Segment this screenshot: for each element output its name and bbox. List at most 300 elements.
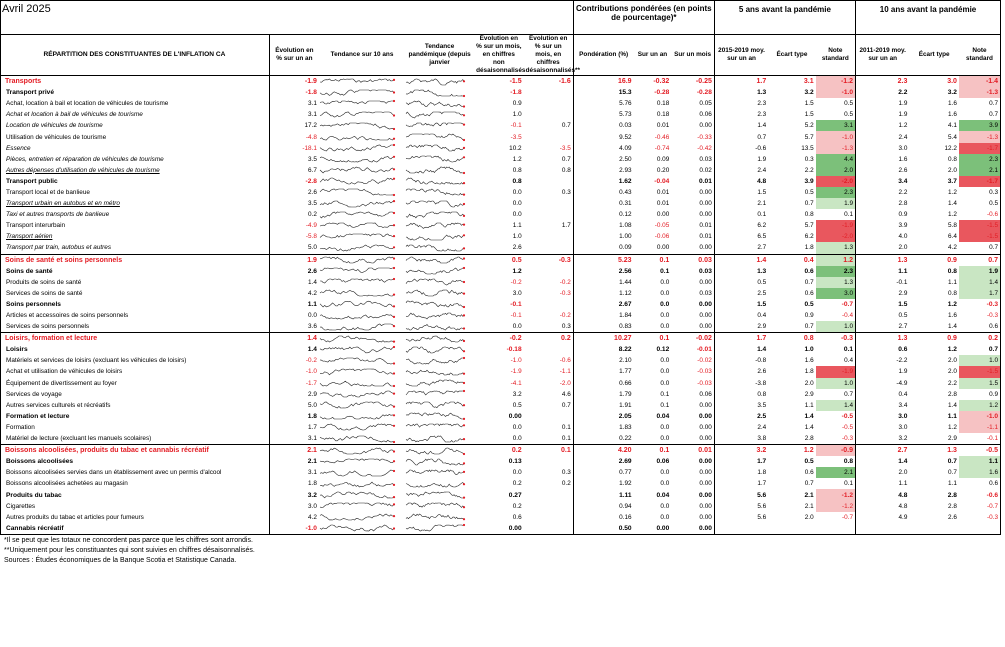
value-cm: 0.00 — [699, 278, 712, 286]
table-row — [0, 120, 1000, 131]
value-a10: 2.7 — [856, 321, 910, 333]
value-a10: -0.1 — [856, 277, 910, 288]
component-name: Soins de santé — [6, 267, 53, 275]
subcategory-row — [0, 456, 1000, 467]
value-z10: -1.3 — [959, 131, 1000, 142]
value-nsa: 0.0 — [512, 188, 522, 196]
component-name: Boissons alcoolisées — [6, 458, 74, 466]
value-s5: 0.8 — [768, 333, 815, 345]
value-w: 2.05 — [573, 411, 633, 422]
table-row — [0, 288, 1000, 299]
value-s10: 5.8 — [948, 222, 957, 230]
value-a10: 3.0 — [856, 422, 910, 433]
value-a10: 1.1 — [856, 266, 910, 277]
value-w: 4.09 — [573, 143, 633, 154]
value-s5: 1.8 — [804, 368, 814, 376]
value-cy: 0.0 — [660, 469, 670, 477]
value-a10: 2.6 — [856, 165, 910, 176]
trend-10y-sparkline — [319, 231, 405, 242]
value-a5: 1.4 — [714, 120, 768, 131]
value-z5: 2.1 — [816, 467, 856, 478]
value-w: 1.12 — [573, 288, 633, 299]
value-s10: 2.2 — [948, 379, 957, 387]
value-s10: 1.2 — [948, 188, 957, 196]
value-nsa: 0.8 — [512, 166, 522, 174]
trend-pandemic-sparkline — [405, 120, 474, 131]
trend-10y-sparkline — [319, 165, 405, 176]
value-s5: 0.3 — [804, 155, 814, 163]
value-z10: 1.9 — [959, 266, 1000, 277]
value-cy: 0.00 — [656, 244, 670, 252]
value-cy: 0.0 — [660, 423, 670, 431]
value-cy: 0.0 — [660, 323, 670, 331]
trend-pandemic-sparkline — [405, 231, 474, 242]
value-yoy: 17.2 — [269, 120, 319, 131]
pre5-group-header: 5 ans avant la pandémie — [714, 0, 855, 35]
value-s5: 0.4 — [768, 254, 815, 266]
col-header-avg5: 2015-2019 moy. sur un an — [714, 35, 768, 76]
value-s10: 1.1 — [948, 480, 957, 488]
component-name: Transport public — [6, 177, 58, 185]
value-nsa: -1.0 — [510, 357, 522, 365]
value-a5: 2.7 — [714, 242, 768, 254]
value-s5: 1.5 — [804, 100, 814, 108]
value-nsa: 0.13 — [508, 458, 522, 466]
value-s10: 3.7 — [947, 177, 957, 185]
value-z5: -1.3 — [816, 143, 856, 154]
value-s10: 0.9 — [909, 254, 959, 266]
table-row — [0, 187, 1000, 198]
value-yoy: 3.6 — [269, 321, 319, 333]
value-yoy: 3.1 — [269, 433, 319, 445]
value-s10: 1.1 — [947, 412, 957, 420]
value-s5: 1.8 — [804, 244, 814, 252]
table-row — [0, 198, 1000, 209]
value-yoy: 1.7 — [269, 422, 319, 433]
col-header-z5: Note standard — [816, 35, 856, 76]
value-cy: 0.0 — [660, 435, 670, 443]
table-row — [0, 131, 1000, 142]
value-s10: 0.7 — [948, 469, 957, 477]
trend-10y-sparkline — [319, 143, 405, 154]
value-s10: 2.8 — [948, 390, 957, 398]
value-s5: 0.7 — [804, 278, 814, 286]
trend-10y-sparkline — [319, 187, 405, 198]
value-z10: 0.3 — [989, 188, 998, 196]
value-s5: 2.0 — [804, 513, 814, 521]
value-nsa: -3.5 — [510, 133, 522, 141]
component-name: Transport urbain en autobus et en métro — [6, 200, 120, 208]
value-s10: 1.2 — [948, 423, 957, 431]
trend-10y-sparkline — [319, 154, 405, 165]
value-a5: 0.7 — [714, 131, 768, 142]
component-name: Transport privé — [6, 89, 55, 97]
value-a5: 2.3 — [714, 109, 768, 120]
table-row — [0, 310, 1000, 321]
value-nsa: 3.2 — [512, 390, 522, 398]
component-name: Boissons alcoolisées, produits du tabac et cannabis récréatif — [0, 445, 269, 457]
table-row — [0, 378, 1000, 389]
value-z10: 1.0 — [959, 355, 1000, 366]
value-yoy: -4.8 — [269, 131, 319, 142]
value-z10: -1.1 — [959, 422, 1000, 433]
table-row — [0, 165, 1000, 176]
value-sa — [524, 411, 574, 422]
value-w: 1.44 — [573, 277, 633, 288]
trend-pandemic-sparkline — [405, 501, 474, 512]
value-w: 1.00 — [573, 231, 633, 242]
value-a5: 0.4 — [714, 310, 768, 321]
value-z5: 1.2 — [816, 254, 856, 266]
value-nsa: 1.0 — [512, 111, 522, 119]
pre10-group-header: 10 ans avant la pandémie — [856, 0, 1000, 35]
value-cm: 0.06 — [699, 390, 712, 398]
value-a5: 1.5 — [714, 299, 768, 310]
value-yoy: 3.5 — [269, 198, 319, 209]
value-z5: 2.3 — [816, 187, 856, 198]
trend-10y-sparkline — [319, 288, 405, 299]
value-yoy: -1.9 — [269, 76, 319, 88]
table-row — [0, 467, 1000, 478]
category-row — [0, 333, 1000, 345]
value-z5: 1.0 — [816, 378, 856, 389]
value-a10: 1.4 — [856, 456, 910, 467]
trend-pandemic-sparkline — [405, 389, 474, 400]
value-z10: 0.7 — [989, 100, 998, 108]
value-a5: 3.2 — [714, 445, 768, 457]
component-name: Matériel de lecture (excluant les manuels scolaires) — [6, 435, 152, 443]
page-title: Avril 2025 — [2, 3, 51, 15]
trend-10y-sparkline — [319, 489, 405, 500]
value-a10: 4.8 — [856, 501, 910, 512]
value-nsa: 0.6 — [512, 513, 522, 521]
value-s10: 4.1 — [948, 122, 957, 130]
component-name: Transport interurbain — [6, 222, 66, 230]
table-row — [0, 512, 1000, 523]
col-header-mom-nsa: Évolution en % sur un mois, en chiffres non désaisonnalisés — [476, 35, 526, 74]
value-w: 9.52 — [573, 131, 633, 142]
value-cm: 0.00 — [699, 323, 712, 331]
value-a5: 3.8 — [714, 433, 768, 445]
value-z5: 0.1 — [844, 480, 854, 488]
value-z10: 1.2 — [959, 400, 1000, 411]
component-name: Autres produits du tabac et articles pour fumeurs — [6, 513, 144, 521]
trend-pandemic-sparkline — [405, 254, 474, 266]
value-cm: -0.28 — [696, 89, 712, 97]
value-nsa: -0.1 — [510, 122, 522, 130]
value-yoy: -18.1 — [269, 143, 319, 154]
value-a5: 2.9 — [714, 321, 768, 333]
value-cy: 0.04 — [656, 491, 670, 499]
value-sa: 0.1 — [524, 445, 574, 457]
trend-10y-sparkline — [319, 299, 405, 310]
value-cm: 0.00 — [699, 312, 712, 320]
value-nsa: 0.00 — [508, 412, 522, 420]
col-header-name: RÉPARTITION DES CONSTITUANTES DE L'INFLATION CA — [0, 35, 269, 76]
value-z5: -2.0 — [816, 176, 856, 187]
value-yoy: 3.2 — [269, 489, 319, 500]
trend-10y-sparkline — [319, 131, 405, 142]
value-s10: 2.6 — [948, 513, 957, 521]
component-name: Équipement de divertissement au foyer — [6, 379, 117, 387]
value-yoy: 1.4 — [269, 344, 319, 355]
value-a10: 3.9 — [856, 220, 910, 231]
value-a10: 2.7 — [856, 445, 910, 457]
value-a5: 1.7 — [714, 76, 768, 88]
value-nsa: -0.18 — [506, 346, 522, 354]
value-yoy: -5.8 — [269, 231, 319, 242]
value-z10: 3.9 — [959, 120, 1000, 131]
value-z10: -0.5 — [959, 445, 1000, 457]
value-s10: 1.6 — [948, 312, 957, 320]
trend-10y-sparkline — [319, 87, 405, 98]
value-nsa: -1.5 — [509, 78, 522, 86]
subcategory-row — [0, 299, 1000, 310]
value-z5: 1.0 — [816, 321, 856, 333]
value-w: 2.93 — [573, 165, 633, 176]
value-s10: 4.2 — [948, 244, 957, 252]
value-sa: -0.3 — [524, 254, 574, 266]
value-nsa: 1.2 — [512, 267, 522, 275]
value-sa — [524, 489, 574, 500]
value-yoy: 0.2 — [269, 209, 319, 220]
value-sa: 0.7 — [561, 155, 571, 163]
value-nsa: 1.0 — [512, 233, 522, 241]
col-header-z10: Note standard — [959, 35, 1000, 76]
value-s10: 2.8 — [948, 502, 957, 510]
value-a5: 4.8 — [714, 176, 768, 187]
value-z5: -1.0 — [816, 131, 856, 142]
trend-10y-sparkline — [319, 344, 405, 355]
table-row — [0, 231, 1000, 242]
value-a10: -4.9 — [856, 378, 910, 389]
component-name: Achat et location à bail de véhicules de tourisme — [6, 111, 143, 119]
value-nsa: 2.6 — [512, 244, 522, 252]
component-name: Cigarettes — [6, 502, 36, 510]
value-w: 10.27 — [573, 333, 633, 345]
value-z5: 0.1 — [844, 211, 854, 219]
value-z10: -1.5 — [959, 220, 1000, 231]
value-z10: -0.7 — [986, 502, 998, 510]
value-z10: -0.6 — [986, 211, 998, 219]
value-nsa: 0.00 — [508, 524, 522, 532]
value-cy: 0.00 — [656, 524, 670, 532]
value-cm: 0.02 — [699, 166, 712, 174]
component-name: Boissons alcoolisées achetées au magasin — [6, 480, 128, 488]
value-a10: 2.3 — [856, 76, 910, 88]
value-z5: 1.3 — [816, 242, 856, 254]
table-row — [0, 478, 1000, 489]
trend-10y-sparkline — [319, 389, 405, 400]
value-a5: 1.7 — [714, 478, 768, 489]
component-name: Transport local et de banlieue — [6, 188, 90, 196]
component-name: Loisirs — [6, 346, 28, 354]
value-w: 15.3 — [573, 87, 633, 98]
value-sa: -3.5 — [559, 144, 571, 152]
trend-10y-sparkline — [319, 209, 405, 220]
trend-pandemic-sparkline — [405, 366, 474, 377]
value-a5: 5.6 — [714, 489, 768, 500]
value-s10: 3.2 — [947, 89, 957, 97]
value-z5: 1.3 — [816, 277, 856, 288]
value-a5: -0.6 — [714, 143, 768, 154]
trend-10y-sparkline — [319, 254, 405, 266]
value-cm: -0.42 — [697, 144, 712, 152]
value-w: 0.31 — [573, 198, 633, 209]
value-s5: 0.9 — [804, 312, 814, 320]
value-yoy: 2.1 — [269, 445, 319, 457]
value-z10: 0.7 — [959, 254, 1000, 266]
trend-pandemic-sparkline — [405, 109, 474, 120]
trend-pandemic-sparkline — [405, 242, 474, 254]
value-cm: -0.03 — [697, 379, 712, 387]
value-w: 2.50 — [573, 154, 633, 165]
component-name: Loisirs, formation et lecture — [0, 333, 269, 345]
value-w: 0.83 — [573, 321, 633, 333]
value-cm: 0.00 — [699, 211, 712, 219]
value-cy: 0.0 — [660, 357, 670, 365]
value-cm: 0.01 — [671, 445, 714, 457]
value-w: 1.79 — [573, 389, 633, 400]
value-a10: 2.4 — [856, 131, 910, 142]
value-a5: 2.5 — [714, 288, 768, 299]
header-row-columns — [0, 35, 1000, 76]
value-a10: 2.2 — [856, 87, 910, 98]
trend-10y-sparkline — [319, 355, 405, 366]
value-sa — [524, 266, 574, 277]
value-s10: 1.2 — [947, 346, 957, 354]
value-cy: 0.20 — [656, 166, 670, 174]
trend-pandemic-sparkline — [405, 433, 474, 445]
value-a10: 3.0 — [856, 143, 910, 154]
value-cm: 0.00 — [699, 188, 712, 196]
trend-pandemic-sparkline — [405, 445, 474, 457]
trend-10y-sparkline — [319, 366, 405, 377]
value-s10: 1.2 — [947, 300, 957, 308]
table-row — [0, 422, 1000, 433]
value-cy: 0.12 — [656, 346, 670, 354]
value-a5: 2.3 — [714, 98, 768, 109]
value-nsa: -0.1 — [510, 312, 522, 320]
value-s10: 12.2 — [944, 144, 957, 152]
value-s5: 1.6 — [804, 357, 814, 365]
value-sa: -0.2 — [559, 312, 571, 320]
value-nsa: -0.2 — [510, 278, 522, 286]
value-a10: 3.2 — [856, 433, 910, 445]
value-z5: -0.5 — [842, 423, 854, 431]
value-a10: 2.2 — [856, 187, 910, 198]
trend-10y-sparkline — [319, 400, 405, 411]
value-s10: 2.0 — [948, 357, 957, 365]
col-header-mom-sa: Évolution en % sur un mois, en chiffres désaisonnalisés** — [525, 35, 580, 74]
value-s5: 0.8 — [804, 211, 814, 219]
value-cy: 0.06 — [656, 458, 670, 466]
value-s10: 3.0 — [947, 78, 957, 86]
value-s5: 2.1 — [804, 491, 814, 499]
value-s5: 0.7 — [804, 200, 814, 208]
value-nsa: 0.27 — [508, 491, 522, 499]
value-nsa: 3.0 — [512, 289, 522, 297]
value-cy: 0.0 — [660, 379, 670, 387]
trend-pandemic-sparkline — [405, 154, 474, 165]
value-yoy: 3.1 — [269, 98, 319, 109]
value-cm: 0.00 — [699, 412, 712, 420]
value-nsa: -0.1 — [510, 300, 522, 308]
value-nsa: 0.0 — [512, 435, 522, 443]
component-name: Cannabis récréatif — [6, 524, 64, 532]
value-z5: 0.7 — [844, 390, 854, 398]
value-cm: 0.00 — [699, 491, 712, 499]
value-nsa: 0.2 — [474, 445, 524, 457]
value-cy: 0.1 — [660, 401, 670, 409]
value-s5: 6.2 — [804, 233, 814, 241]
value-yoy: 1.4 — [269, 333, 319, 345]
value-cy: 0.0 — [660, 368, 670, 376]
value-sa — [524, 523, 574, 534]
value-sa: 4.6 — [561, 390, 571, 398]
value-sa: 0.7 — [561, 401, 571, 409]
value-s5: 0.5 — [804, 188, 814, 196]
value-s5: 1.0 — [804, 346, 814, 354]
value-z10: -1.7 — [959, 143, 1000, 154]
subcategory-row — [0, 489, 1000, 500]
value-yoy: -1.8 — [269, 87, 319, 98]
trend-10y-sparkline — [319, 120, 405, 131]
value-z10: -1.5 — [959, 231, 1000, 242]
value-nsa: 0.8 — [512, 177, 522, 185]
value-w: 0.43 — [573, 187, 633, 198]
value-s5: 3.9 — [804, 177, 814, 185]
value-cy: 0.0 — [660, 312, 670, 320]
component-name: Formation — [6, 423, 35, 431]
value-nsa: -4.1 — [510, 379, 522, 387]
value-cy: 0.0 — [660, 278, 670, 286]
value-s5: 1.2 — [768, 445, 815, 457]
value-s5: 1.5 — [804, 111, 814, 119]
trend-pandemic-sparkline — [405, 400, 474, 411]
value-w: 0.09 — [573, 242, 633, 254]
value-a10: 0.5 — [856, 310, 910, 321]
trend-pandemic-sparkline — [405, 321, 474, 333]
value-w: 4.20 — [573, 445, 633, 457]
value-sa — [524, 198, 574, 209]
trend-10y-sparkline — [319, 445, 405, 457]
value-w: 0.03 — [573, 120, 633, 131]
trend-pandemic-sparkline — [405, 220, 474, 231]
value-a5: 2.4 — [714, 165, 768, 176]
value-a10 — [856, 523, 910, 534]
value-yoy: 2.6 — [269, 187, 319, 198]
value-yoy: 0.0 — [269, 310, 319, 321]
value-a5: 1.5 — [714, 187, 768, 198]
value-z5: -0.5 — [841, 412, 854, 420]
value-sa: 0.2 — [561, 480, 571, 488]
value-sa — [524, 87, 574, 98]
value-yoy: 5.0 — [269, 400, 319, 411]
component-name: Produits du tabac — [6, 491, 62, 499]
table-row — [0, 321, 1000, 333]
value-w: 1.77 — [573, 366, 633, 377]
value-a10: 2.0 — [856, 467, 910, 478]
value-s10: 1.6 — [948, 111, 957, 119]
footnotes — [0, 536, 1000, 566]
value-cm: 0.00 — [699, 513, 712, 521]
trend-10y-sparkline — [319, 523, 405, 534]
value-z5: 0.5 — [844, 100, 854, 108]
value-s5: 0.5 — [804, 300, 814, 308]
trend-10y-sparkline — [319, 266, 405, 277]
value-s5: 1.4 — [804, 423, 814, 431]
